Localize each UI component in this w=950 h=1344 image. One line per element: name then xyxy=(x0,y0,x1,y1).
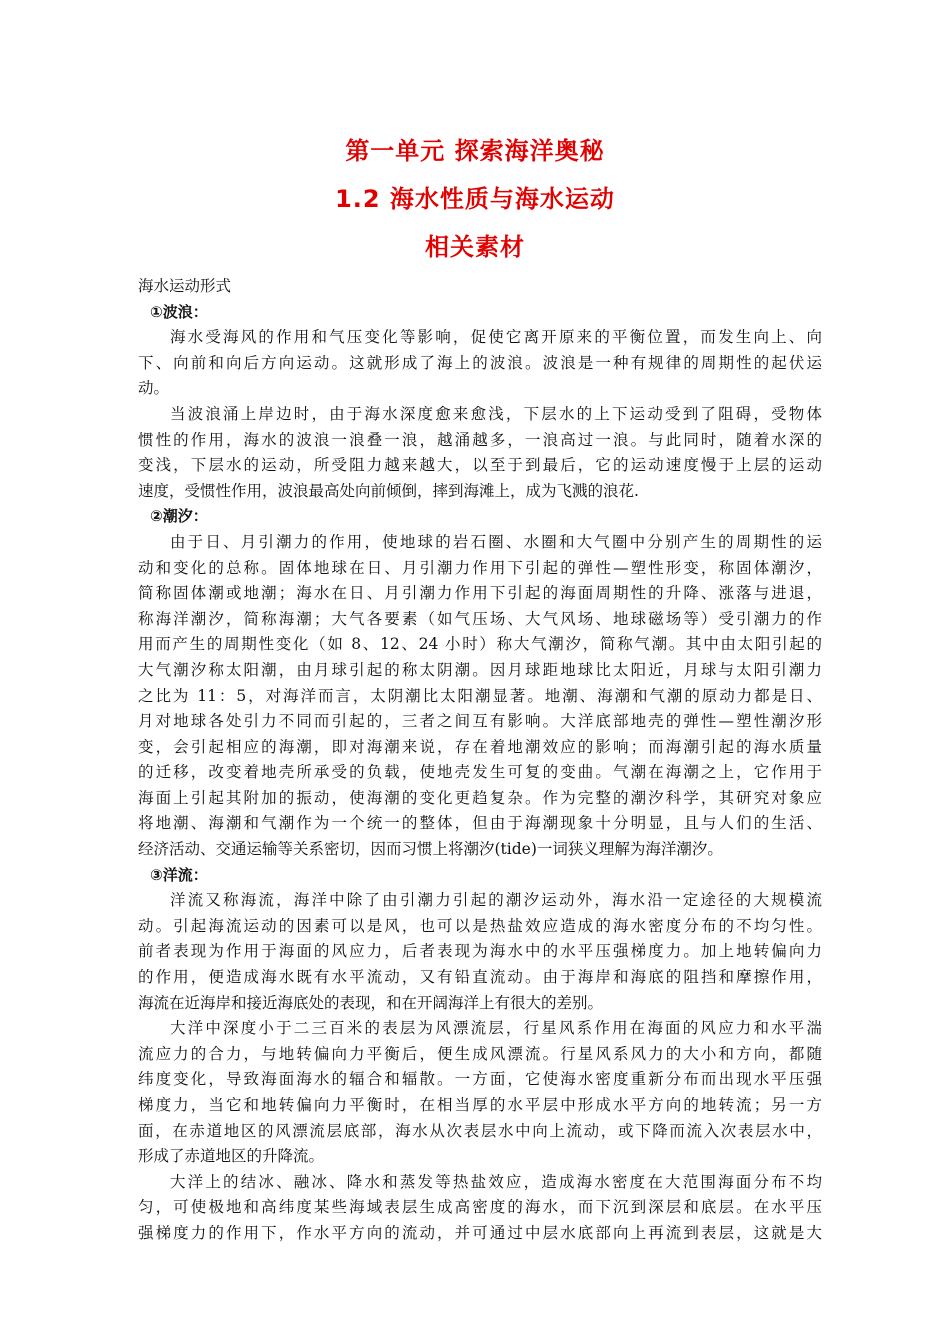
section-heading: ①波浪： xyxy=(150,302,208,321)
paragraph-line: 称海洋潮汐，简称海潮；大气各要素（如气压场、大气风场、地球磁场等）受引潮力的作 xyxy=(138,609,822,628)
paragraph-line: 变浅，下层水的运动，所受阻力越来越大，以至于到最后，它的运动速度慢于上层的运动 xyxy=(138,456,822,475)
paragraph-line: 强梯度力的作用下，作水平方向的流动，并可通过中层水底部向上再流到表层，这就是大 xyxy=(138,1223,822,1242)
paragraph-line: 流应力的合力，与地转偏向力平衡后，便生成风漂流。行星风系风力的大小和方向，都随 xyxy=(138,1044,822,1063)
paragraph-line: 匀，可使极地和高纬度某些海域表层生成高密度的海水，而下沉到深层和底层。在水平压 xyxy=(138,1198,822,1217)
intro-heading: 海水运动形式 xyxy=(138,277,232,295)
paragraph-line: 洋流又称海流，海洋中除了由引潮力引起的潮汐运动外，海水沿一定途径的大规模流 xyxy=(170,891,822,910)
paragraph-line: 由于日、月引潮力的作用，使地球的岩石圈、水圈和大气圈中分别产生的周期性的运 xyxy=(170,532,822,551)
paragraph-line: 海流在近海岸和接近海底处的表现，和在开阔海洋上有很大的差别。 xyxy=(138,993,604,1012)
paragraph-line: 简称固体潮或地潮；海水在日、月引潮力作用下引起的海面周期性的升降、涨落与进退， xyxy=(138,584,822,603)
paragraph-line: 下、向前和向后方向运动。这就形成了海上的波浪。波浪是一种有规律的周期性的起伏运 xyxy=(138,353,822,372)
paragraph-line: 动。引起海流运动的因素可以是风，也可以是热盐效应造成的海水密度分布的不均匀性。 xyxy=(138,916,822,935)
section-heading: ②潮汐： xyxy=(150,507,208,526)
paragraph-line: 海水受海风的作用和气压变化等影响，促使它离开原来的平衡位置，而发生向上、向 xyxy=(170,328,822,347)
paragraph-line: 动和变化的总称。固体地球在日、月引潮力作用下引起的弹性—塑性形变，称固体潮汐， xyxy=(138,558,822,577)
paragraph-line: 纬度变化，导致海面海水的辐合和辐散。一方面，它使海水密度重新分布而出现水平压强 xyxy=(138,1070,822,1089)
material-title: 相关素材 xyxy=(425,233,525,261)
paragraph-line: 当波浪涌上岸边时，由于海水深度愈来愈浅，下层水的上下运动受到了阻碍，受物体 xyxy=(170,404,822,423)
document-body xyxy=(138,274,822,1247)
paragraph-line: 形成了赤道地区的升降流。 xyxy=(138,1147,325,1166)
paragraph-line: 用而产生的周期性变化（如 8、12、24 小时）称大气潮汐，简称气潮。其中由太阳引起的 xyxy=(138,635,822,654)
paragraph-line: 变，会引起相应的海潮，即对海潮来说，存在着地潮效应的影响；而海潮引起的海水质量 xyxy=(138,737,822,756)
paragraph-line: 大洋中深度小于二三百米的表层为风漂流层，行星风系作用在海面的风应力和水平湍 xyxy=(170,1019,822,1038)
paragraph-line: 月对地球各处引力不同而引起的，三者之间互有影响。大洋底部地壳的弹性—塑性潮汐形 xyxy=(138,712,822,731)
paragraph-line: 的迁移，改变着地壳所承受的负载，使地壳发生可复的变曲。气潮在海潮之上，它作用于 xyxy=(138,763,822,782)
paragraph-line: 速度，受惯性作用，波浪最高处向前倾倒，摔到海滩上，成为飞溅的浪花. xyxy=(138,481,639,500)
paragraph-line: 将地潮、海潮和气潮作为一个统一的整体，但由于海潮现象十分明显，且与人们的生活、 xyxy=(138,814,822,833)
paragraph-line: 经济活动、交通运输等关系密切，因而习惯上将潮汐(tide)一词狭义理解为海洋潮汐。 xyxy=(138,840,723,859)
paragraph-line: 惯性的作用，海水的波浪一浪叠一浪，越涌越多，一浪高过一浪。与此同时，随着水深的 xyxy=(138,430,822,449)
paragraph-line: 面，在赤道地区的风漂流层底部，海水从次表层水中向上流动，或下降而流入次表层水中， xyxy=(138,1121,822,1140)
paragraph-line: 大气潮汐称太阳潮，由月球引起的称太阴潮。因月球距地球比太阳近，月球与太阳引潮力 xyxy=(138,660,822,679)
paragraph-line: 前者表现为作用于海面的风应力，后者表现为海水中的水平压强梯度力。加上地转偏向力 xyxy=(138,942,822,961)
paragraph-line: 大洋上的结冰、融冰、降水和蒸发等热盐效应，造成海水密度在大范围海面分布不均 xyxy=(170,1172,822,1191)
lesson-title: 1.2 海水性质与海水运动 xyxy=(335,185,615,213)
unit-title: 第一单元 探索海洋奥秘 xyxy=(345,137,605,165)
paragraph-line: 梯度力，当它和地转偏向力平衡时，在相当厚的水平层中形成水平方向的地转流；另一方 xyxy=(138,1096,822,1114)
paragraph-line: 动。 xyxy=(138,379,170,398)
section-heading: ③洋流： xyxy=(150,865,208,884)
paragraph-line: 海面上引起其附加的振动，使海潮的变化更趋复杂。作为完整的潮汐科学，其研究对象应 xyxy=(138,788,822,807)
paragraph-line: 之比为 11：5，对海洋而言，太阴潮比太阳潮显著。地潮、海潮和气潮的原动力都是日、 xyxy=(138,686,822,705)
paragraph-line: 的作用，便造成海水既有水平流动，又有铅直流动。由于海岸和海底的阻挡和摩擦作用， xyxy=(138,968,822,987)
